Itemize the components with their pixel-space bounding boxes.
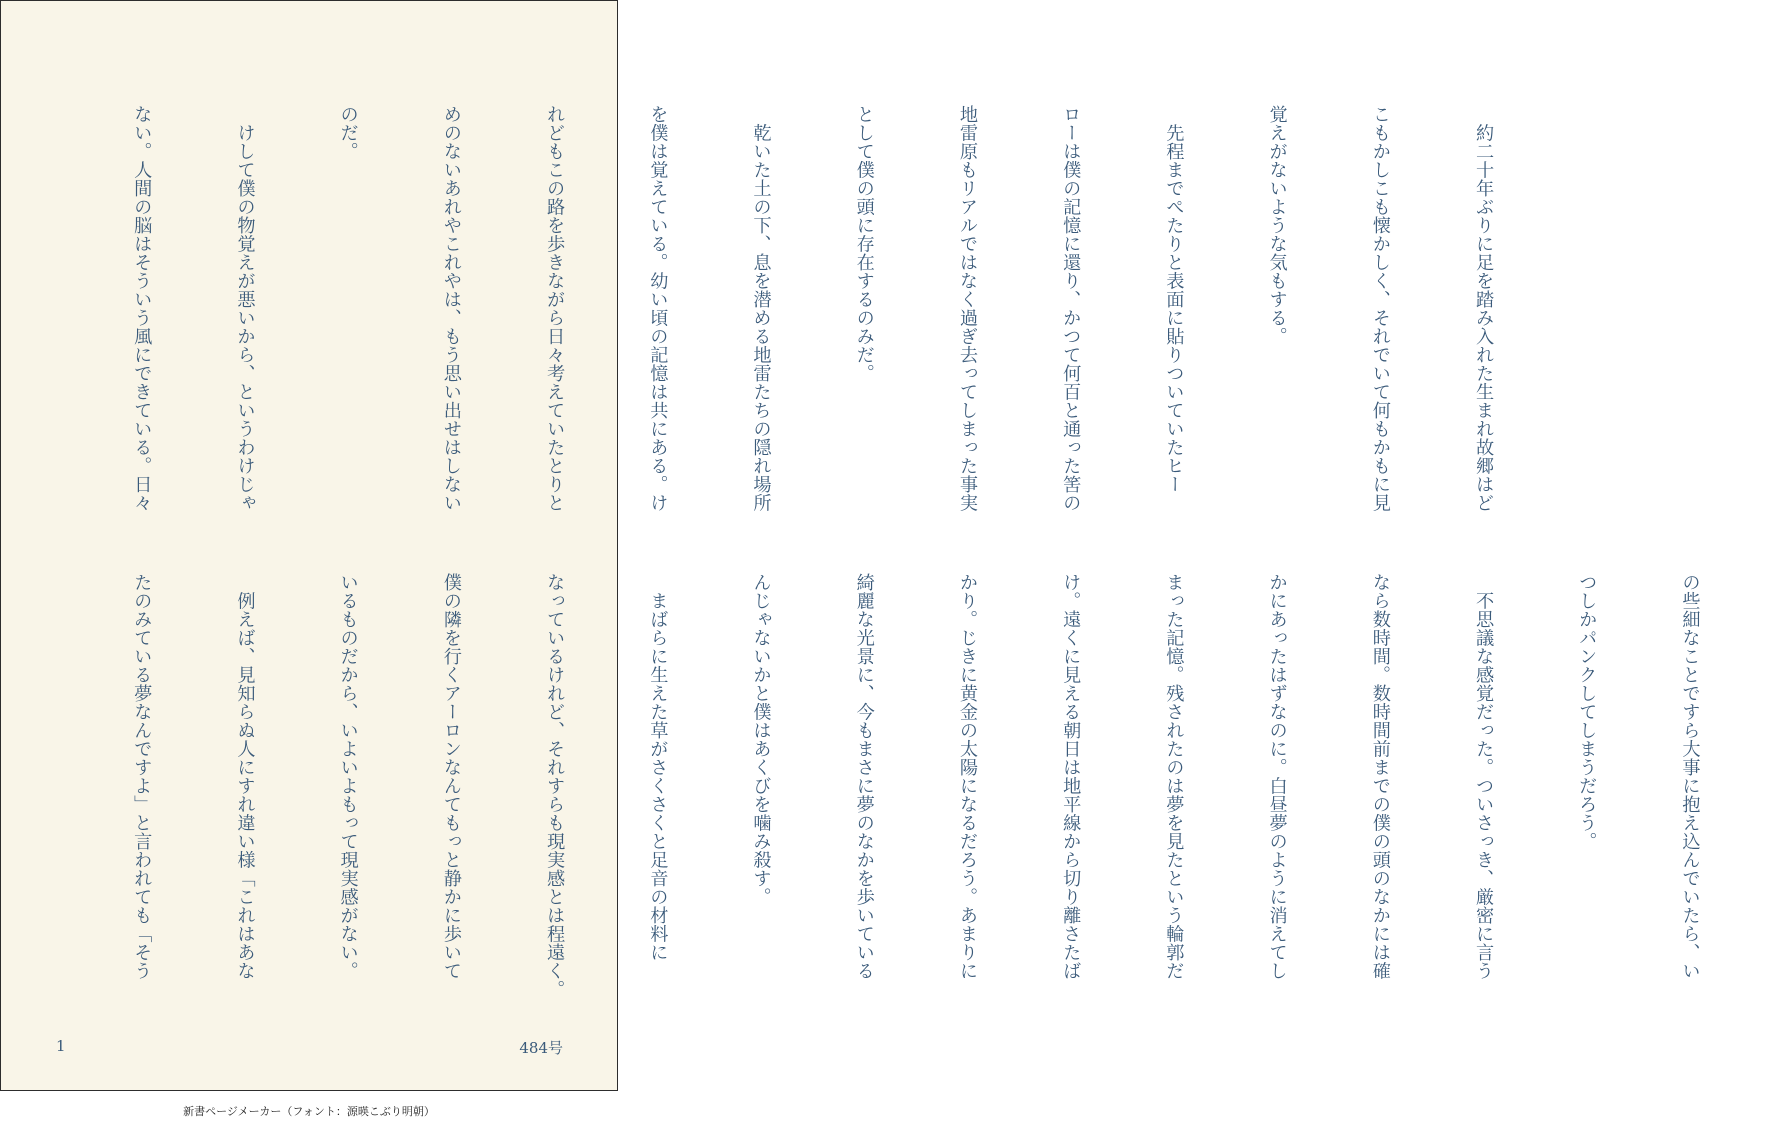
text-block-bottom xyxy=(55,573,1775,999)
text-column: かにあったはずなのに。白昼夢のように消えてし xyxy=(1266,573,1288,980)
text-column: つしかパンクしてしまうだろう。 xyxy=(1576,573,1598,851)
text-column: まばらに生えた草がさくさくと足音の材料に xyxy=(647,573,669,962)
page-number: 1 xyxy=(56,1037,66,1055)
text-column: のだ。 xyxy=(337,105,359,161)
issue-number: 484号 xyxy=(519,1039,563,1057)
text-column: たのみている夢なんですよ」と言われても「そう xyxy=(131,573,153,980)
text-column: 覚えがないような気もする。 xyxy=(1266,105,1288,346)
text-column: けして僕の物覚えが悪いから、というわけじゃ xyxy=(234,105,256,512)
text-column: として僕の頭に存在するのみだ。 xyxy=(853,105,875,383)
text-column: 不思議な感覚だった。ついさっき、厳密に言う xyxy=(1473,573,1495,980)
text-column: かり。じきに黄金の太陽になるだろう。あまりに xyxy=(956,573,978,980)
text-column: 地雷原もリアルではなく過ぎ去ってしまった事実 xyxy=(956,105,978,512)
text-block-top xyxy=(55,105,1569,517)
text-column: 先程までぺたりと表面に貼りついていたヒー xyxy=(1163,105,1185,494)
text-column: めのないあれやこれやは、もう思い出せはしない xyxy=(440,105,462,512)
text-column: いるものだから、いよいよもって現実感がない。 xyxy=(337,573,359,980)
text-column: 乾いた土の下、息を潜める地雷たちの隠れ場所 xyxy=(750,105,772,512)
text-column: なら数時間。数時間前までの僕の頭のなかには確 xyxy=(1369,573,1391,980)
text-column: 例えば、見知らぬ人にすれ違い様「これはあな xyxy=(234,573,256,980)
text-column: れどもこの路を歩きながら日々考えていたとりと xyxy=(544,105,566,512)
footer-credit: 新書ページメーカー（フォント：源暎こぶり明朝） xyxy=(183,1105,435,1118)
text-column: ローは僕の記憶に還り、かつて何百と通った筈の xyxy=(1060,105,1082,512)
text-column: なっているけれど、それすらも現実感とは程遠く。 xyxy=(544,573,566,999)
text-column: んじゃないかと僕はあくびを噛み殺す。 xyxy=(750,573,772,906)
text-column: 約二十年ぶりに足を踏み入れた生まれ故郷はど xyxy=(1473,105,1495,512)
text-column: こもかしこも懐かしく、それでいて何もかもに見 xyxy=(1369,105,1391,512)
text-column: の些細なことですら大事に抱え込んでいたら、い xyxy=(1679,573,1701,980)
text-column: 僕の隣を行くアーロンなんてもっと静かに歩いて xyxy=(440,573,462,980)
text-column: け。遠くに見える朝日は地平線から切り離さたば xyxy=(1060,573,1082,980)
text-column: まった記憶。残されたのは夢を見たという輪郭だ xyxy=(1163,573,1185,980)
text-column: を僕は覚えている。幼い頃の記憶は共にある。け xyxy=(647,105,669,512)
text-column: ない。人間の脳はそういう風にできている。日々 xyxy=(131,105,153,512)
text-column: 綺麗な光景に、今もまさに夢のなかを歩いている xyxy=(853,573,875,980)
